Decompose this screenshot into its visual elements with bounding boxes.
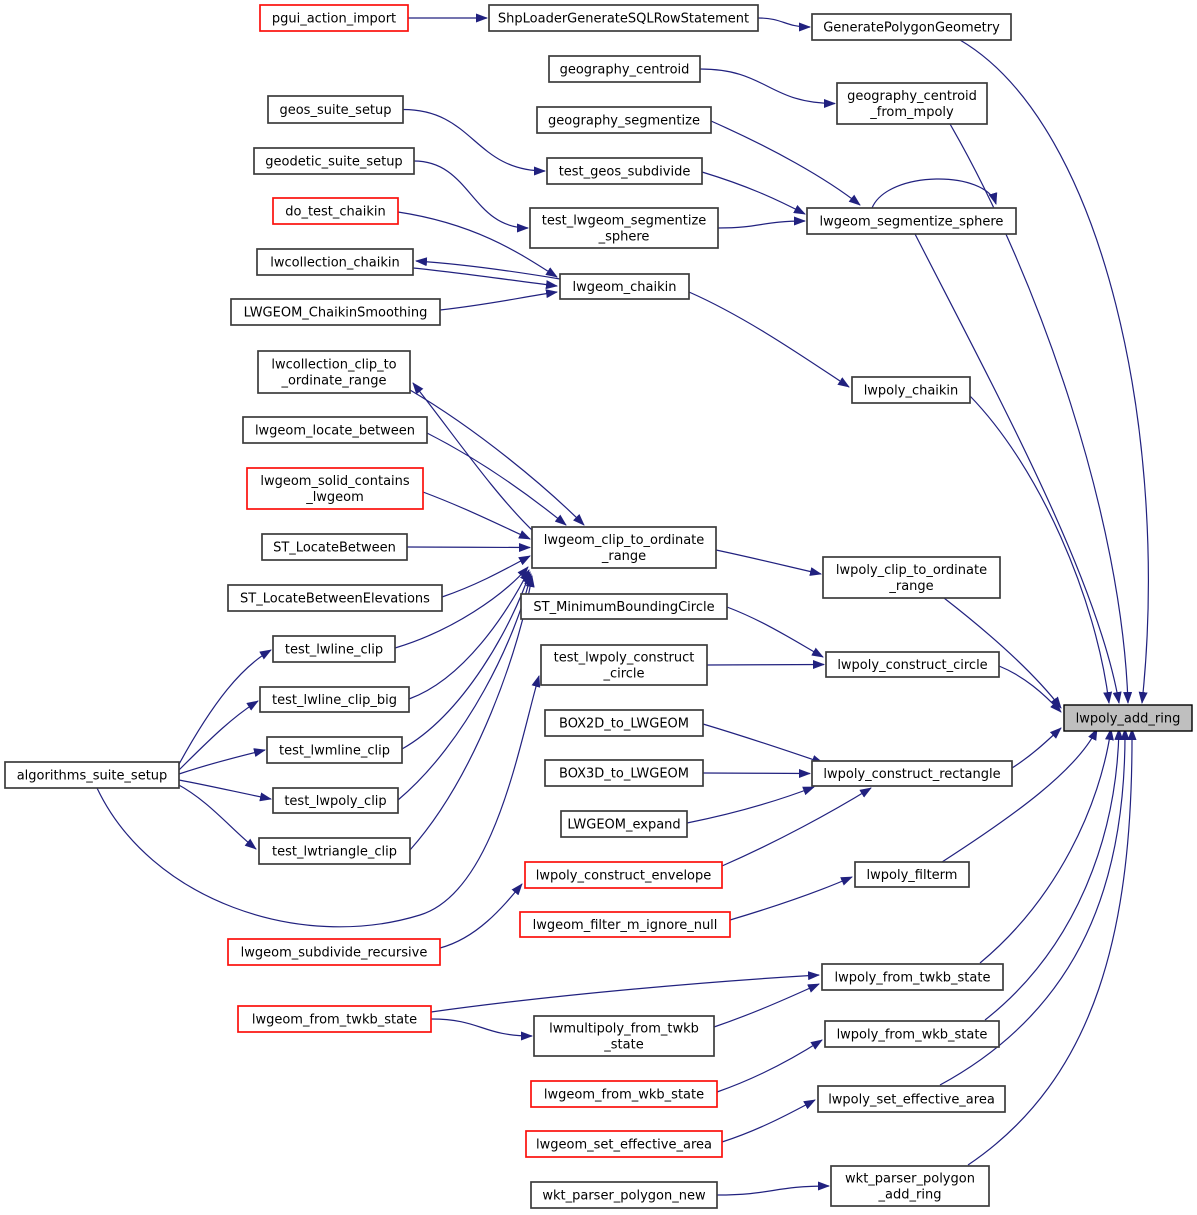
node-label-ST_LocateBetween <box>273 541 396 556</box>
node-lwpoly_from_wkb_state[interactable] <box>825 1021 999 1047</box>
node-label-lwgeom_from_twkb_state <box>252 1013 417 1028</box>
edge-algorithms_suite_setup-to-test_lwline_clip <box>178 650 271 766</box>
node-label-line: geography_segmentize <box>548 113 700 129</box>
node-label-BOX3D_to_LWGEOM <box>559 767 689 782</box>
node-wkt_parser_polygon_add_ring[interactable] <box>831 1166 989 1206</box>
node-label-pgui_action_import <box>272 12 396 27</box>
node-label-line: geography_centroid <box>559 62 690 78</box>
node-label-lwpoly_from_wkb_state <box>837 1028 988 1043</box>
node-lwgeom_set_effective_area[interactable] <box>526 1131 722 1157</box>
edge-BOX2D_to_LWGEOM-to-lwpoly_construct_rectangle <box>703 724 823 763</box>
node-lwpoly_clip_to_ordinate_range[interactable] <box>823 557 1000 598</box>
node-lwgeom_filter_m_ignore_null[interactable] <box>520 912 730 937</box>
node-lwgeom_solid_contains_lwgeom[interactable] <box>247 468 423 509</box>
node-pgui_action_import[interactable] <box>260 5 408 31</box>
node-label-line: test_lwtriangle_clip <box>272 844 397 860</box>
edge-geography_segmentize-to-lwgeom_segmentize_sphere <box>711 121 860 205</box>
edge-lwcollection_clip_to_ordinate_range-to-lwgeom_clip_to_ordinate_range <box>410 390 584 525</box>
node-label-line: lwpoly_filterm <box>866 868 958 883</box>
node-label-ShpLoaderGenerateSQLRowStatement <box>498 12 749 27</box>
node-lwpoly_set_effective_area[interactable] <box>818 1086 1005 1112</box>
node-label-line: test_lwpoly_clip <box>284 794 387 809</box>
node-label-lwgeom_chaikin <box>573 280 677 295</box>
node-label-geodetic_suite_setup <box>265 155 402 170</box>
node-label-line: test_lwmline_clip <box>279 743 390 759</box>
node-label-lwpoly_filterm <box>867 868 958 883</box>
node-label-line: lwgeom_from_twkb_state <box>251 1012 418 1028</box>
node-label-line: lwgeom_set_effective_area <box>536 1137 712 1153</box>
node-label-line: lwpoly_from_twkb_state <box>834 970 991 986</box>
node-lwgeom_subdivide_recursive[interactable] <box>228 939 440 965</box>
node-label-line: _circle <box>603 666 645 682</box>
node-label-line: test_geos_subdivide <box>558 164 691 180</box>
node-test_lwpoly_construct_circle[interactable] <box>541 645 707 685</box>
edge-LWGEOM_ChaikinSmoothing-to-lwgeom_chaikin <box>440 292 557 310</box>
node-label-GeneratePolygonGeometry <box>823 21 1000 36</box>
node-test_lwpoly_clip[interactable] <box>273 788 398 813</box>
node-label-line: test_lwline_clip_big <box>272 693 397 708</box>
node-label-line: ST_LocateBetweenElevations <box>240 591 430 607</box>
node-label-line: geography_centroid <box>847 89 977 104</box>
node-lwgeom_from_wkb_state[interactable] <box>531 1081 717 1107</box>
node-label-ST_LocateBetweenElevations <box>240 592 430 607</box>
node-label-line: do_test_chaikin <box>285 204 386 220</box>
edge-wkt_parser_polygon_new-to-wkt_parser_polygon_add_ring <box>717 1186 829 1195</box>
edge-lwgeom_locate_between-to-lwgeom_clip_to_ordinate_range <box>427 433 566 525</box>
node-label-line: ST_MinimumBoundingCircle <box>533 600 715 615</box>
node-label-lwcollection_chaikin <box>270 256 399 271</box>
node-label-line: geos_suite_setup <box>279 103 392 118</box>
node-label-line: _state <box>604 1037 644 1053</box>
node-label-geos_suite_setup <box>279 103 391 118</box>
node-label-line: ShpLoaderGenerateSQLRowStatement <box>497 11 750 27</box>
node-lwcollection_clip_to_ordinate_range[interactable] <box>258 351 410 393</box>
edge-test_lwpoly_construct_circle-to-lwpoly_construct_circle <box>707 665 824 666</box>
node-label-lwpoly_construct_envelope <box>536 869 712 884</box>
edge-lwgeom_chaikin-to-lwcollection_chaikin <box>416 261 560 279</box>
node-label-lwgeom_set_effective_area <box>536 1138 712 1153</box>
node-label-line: LWGEOM_expand <box>567 817 681 833</box>
node-label-wkt_parser_polygon_new <box>542 1189 706 1204</box>
node-label-line: lwgeom_from_wkb_state <box>543 1087 705 1103</box>
node-label-line: lwgeom_filter_m_ignore_null <box>532 918 718 933</box>
node-lwmultipoly_from_twkb_state[interactable] <box>534 1016 714 1056</box>
node-label-line: lwpoly_construct_rectangle <box>823 767 1001 782</box>
node-label-line: lwpoly_construct_circle <box>837 658 988 673</box>
node-wkt_parser_polygon_new[interactable] <box>531 1182 717 1208</box>
node-label-line: pgui_action_import <box>271 11 397 27</box>
edge-ST_MinimumBoundingCircle-to-lwpoly_construct_circle <box>727 607 823 657</box>
node-label-lwcollection_clip_to_ordinate_range <box>271 358 396 389</box>
node-layer <box>5 5 1192 1208</box>
node-label-line: _range <box>889 579 934 594</box>
edge-lwpoly_construct_envelope-to-lwpoly_construct_rectangle <box>722 788 871 866</box>
node-lwgeom_segmentize_sphere[interactable] <box>807 208 1016 234</box>
node-label-line: lwgeom_segmentize_sphere <box>819 214 1004 230</box>
edge-test_lwgeom_segmentize_sphere-to-lwgeom_segmentize_sphere <box>718 221 805 228</box>
node-geography_centroid_from_mpoly[interactable] <box>837 83 987 124</box>
node-label-test_lwline_clip <box>285 643 383 658</box>
node-label-line: lwpoly_set_effective_area <box>828 1092 995 1108</box>
edge-lwpoly_construct_rectangle-to-lwpoly_add_ring <box>1012 728 1061 768</box>
node-label-line: test_lwline_clip <box>284 642 384 658</box>
edge-lwgeom_from_twkb_state-to-lwpoly_from_twkb_state <box>431 975 819 1012</box>
edge-lwgeom_from_twkb_state-to-lwmultipoly_from_twkb_state <box>431 1019 532 1036</box>
edge-LWGEOM_expand-to-lwpoly_construct_rectangle <box>687 787 814 823</box>
node-label-line: _lwgeom <box>306 490 364 505</box>
node-label-line: test_lwpoly_construct <box>553 650 695 666</box>
node-label-test_lwpoly_clip <box>284 794 386 809</box>
node-test_lwmline_clip[interactable] <box>267 737 402 763</box>
node-lwpoly_from_twkb_state[interactable] <box>822 964 1003 990</box>
node-label-geography_centroid <box>560 63 690 78</box>
node-label-line: _range <box>601 549 647 564</box>
node-lwpoly_construct_rectangle[interactable] <box>812 761 1012 786</box>
node-label-line: _add_ring <box>878 1187 942 1203</box>
node-label-test_lwline_clip_big <box>272 693 397 708</box>
node-label-line: GeneratePolygonGeometry <box>823 20 1000 36</box>
node-label-line: geodetic_suite_setup <box>265 154 403 170</box>
node-lwcollection_chaikin[interactable] <box>257 249 413 275</box>
node-label-line: wkt_parser_polygon <box>845 1171 975 1187</box>
node-label-test_geos_subdivide <box>559 165 691 180</box>
node-ST_LocateBetweenElevations[interactable] <box>228 585 442 611</box>
node-label-test_lwtriangle_clip <box>272 845 397 860</box>
edge-lwpoly_filterm-to-lwpoly_add_ring <box>942 729 1097 862</box>
edge-ST_LocateBetweenElevations-to-lwgeom_clip_to_ordinate_range <box>442 556 530 597</box>
node-label-line: wkt_parser_polygon_new <box>542 1188 706 1204</box>
node-ST_MinimumBoundingCircle[interactable] <box>521 594 727 619</box>
node-BOX3D_to_LWGEOM[interactable] <box>545 760 703 786</box>
node-label-BOX2D_to_LWGEOM <box>559 717 689 732</box>
node-label-algorithms_suite_setup <box>17 769 168 784</box>
edge-ShpLoaderGenerateSQLRowStatement-to-GeneratePolygonGeometry <box>758 18 810 27</box>
node-label-do_test_chaikin <box>285 205 386 220</box>
edge-lwcollection_chaikin-to-lwgeom_chaikin <box>413 268 557 286</box>
node-label-lwpoly_add_ring <box>1076 712 1181 727</box>
node-lwgeom_chaikin[interactable] <box>560 274 689 299</box>
node-label-line: BOX3D_to_LWGEOM <box>559 766 689 782</box>
node-ST_LocateBetween[interactable] <box>262 534 407 560</box>
node-geography_segmentize[interactable] <box>537 107 711 133</box>
node-label-LWGEOM_expand <box>567 818 680 833</box>
node-label-lwpoly_set_effective_area <box>828 1093 995 1108</box>
node-label-line: lwgeom_solid_contains <box>260 474 410 489</box>
node-label-line: lwpoly_add_ring <box>1075 711 1181 727</box>
node-GeneratePolygonGeometry[interactable] <box>812 14 1011 40</box>
edge-lwgeom_clip_to_ordinate_range-to-lwcollection_clip_to_ordinate_range <box>413 383 535 533</box>
node-label-line: lwcollection_clip_to <box>271 357 397 373</box>
edge-lwgeom_filter_m_ignore_null-to-lwpoly_filterm <box>730 877 852 920</box>
node-label-lwgeom_segmentize_sphere <box>820 215 1004 230</box>
edge-lwgeom_segmentize_sphere-to-lwpoly_add_ring <box>915 234 1119 703</box>
edge-lwgeom_from_wkb_state-to-lwpoly_from_wkb_state <box>717 1040 822 1092</box>
node-lwpoly_add_ring[interactable] <box>1064 705 1192 731</box>
node-do_test_chaikin[interactable] <box>273 198 398 224</box>
node-label-line: _from_mpoly <box>870 105 954 120</box>
node-lwgeom_clip_to_ordinate_range[interactable] <box>532 527 716 568</box>
node-test_lwgeom_segmentize_sphere[interactable] <box>530 208 718 248</box>
node-label-test_lwmline_clip <box>279 744 390 759</box>
node-label-lwpoly_construct_circle <box>837 658 987 673</box>
node-label-line: ST_LocateBetween <box>273 540 396 556</box>
edge-GeneratePolygonGeometry-to-lwpoly_add_ring <box>960 40 1148 703</box>
node-label-ST_MinimumBoundingCircle <box>533 600 714 615</box>
node-test_lwline_clip[interactable] <box>273 636 395 662</box>
edge-algorithms_suite_setup-to-test_lwmline_clip <box>179 750 265 774</box>
node-label-line: lwmultipoly_from_twkb <box>549 1021 699 1037</box>
node-label-lwgeom_from_wkb_state <box>544 1088 704 1103</box>
node-label-line: BOX2D_to_LWGEOM <box>559 716 689 732</box>
node-LWGEOM_ChaikinSmoothing[interactable] <box>231 299 440 325</box>
node-test_geos_subdivide[interactable] <box>547 158 702 184</box>
node-label-line: test_lwgeom_segmentize <box>541 213 707 229</box>
node-label-lwpoly_construct_rectangle <box>823 767 1000 782</box>
node-label-lwgeom_subdivide_recursive <box>241 946 428 961</box>
node-label-line: lwpoly_chaikin <box>863 383 959 399</box>
edge-geography_centroid-to-geography_centroid_from_mpoly <box>700 69 835 104</box>
node-label-lwgeom_filter_m_ignore_null <box>533 918 718 933</box>
node-label-line: lwcollection_chaikin <box>270 255 400 271</box>
edge-BOX3D_to_LWGEOM-to-lwpoly_construct_rectangle <box>703 773 810 774</box>
edge-lwgeom_chaikin-to-lwpoly_chaikin <box>689 292 849 387</box>
node-label-lwpoly_chaikin <box>864 384 959 399</box>
node-lwgeom_from_twkb_state[interactable] <box>238 1006 431 1032</box>
node-lwpoly_chaikin[interactable] <box>852 377 970 403</box>
node-test_lwline_clip_big[interactable] <box>260 687 409 712</box>
node-geos_suite_setup[interactable] <box>268 96 403 123</box>
node-label-line: lwpoly_construct_envelope <box>535 868 712 884</box>
edge-lwmultipoly_from_twkb_state-to-lwpoly_from_twkb_state <box>714 984 819 1027</box>
edge-lwgeom_segmentize_sphere-to-lwgeom_segmentize_sphere <box>872 179 996 208</box>
node-label-lwgeom_locate_between <box>255 424 415 439</box>
node-lwpoly_construct_circle[interactable] <box>826 652 999 677</box>
edge-lwgeom_clip_to_ordinate_range-to-lwpoly_clip_to_ordinate_range <box>716 550 821 574</box>
node-BOX2D_to_LWGEOM[interactable] <box>545 710 703 736</box>
edge-lwgeom_set_effective_area-to-lwpoly_set_effective_area <box>722 1100 815 1142</box>
edge-ST_LocateBetween-to-lwgeom_clip_to_ordinate_range <box>407 547 530 548</box>
node-ShpLoaderGenerateSQLRowStatement[interactable] <box>489 5 758 31</box>
node-LWGEOM_expand[interactable] <box>561 811 687 837</box>
node-label-line: lwgeom_locate_between <box>254 423 416 439</box>
edge-lwgeom_solid_contains_lwgeom-to-lwgeom_clip_to_ordinate_range <box>423 492 530 539</box>
node-label-line: lwgeom_chaikin <box>572 280 677 295</box>
node-label-line: algorithms_suite_setup <box>16 768 168 784</box>
node-lwgeom_locate_between[interactable] <box>243 417 427 443</box>
node-label-line: lwgeom_clip_to_ordinate <box>543 533 705 548</box>
edge-algorithms_suite_setup-to-test_lwpoly_clip <box>179 780 271 799</box>
node-label-LWGEOM_ChaikinSmoothing <box>244 306 428 321</box>
node-label-lwpoly_from_twkb_state <box>835 971 991 986</box>
node-label-geography_segmentize <box>548 114 700 129</box>
node-geodetic_suite_setup[interactable] <box>254 148 414 174</box>
node-algorithms_suite_setup[interactable] <box>5 762 179 788</box>
node-lwpoly_construct_envelope[interactable] <box>525 862 722 888</box>
node-lwpoly_filterm[interactable] <box>855 862 969 887</box>
node-label-line: lwgeom_subdivide_recursive <box>240 945 428 961</box>
node-geography_centroid[interactable] <box>549 56 700 82</box>
edge-algorithms_suite_setup-to-test_lwline_clip_big <box>179 701 258 770</box>
node-label-line: lwpoly_from_wkb_state <box>836 1027 988 1043</box>
node-test_lwtriangle_clip[interactable] <box>259 838 410 864</box>
node-label-line: LWGEOM_ChaikinSmoothing <box>243 305 428 321</box>
node-label-line: lwpoly_clip_to_ordinate <box>835 563 988 578</box>
node-label-line: _sphere <box>598 229 650 245</box>
edge-lwgeom_subdivide_recursive-to-lwpoly_construct_envelope <box>440 884 522 948</box>
node-label-line: _ordinate_range <box>281 373 387 389</box>
